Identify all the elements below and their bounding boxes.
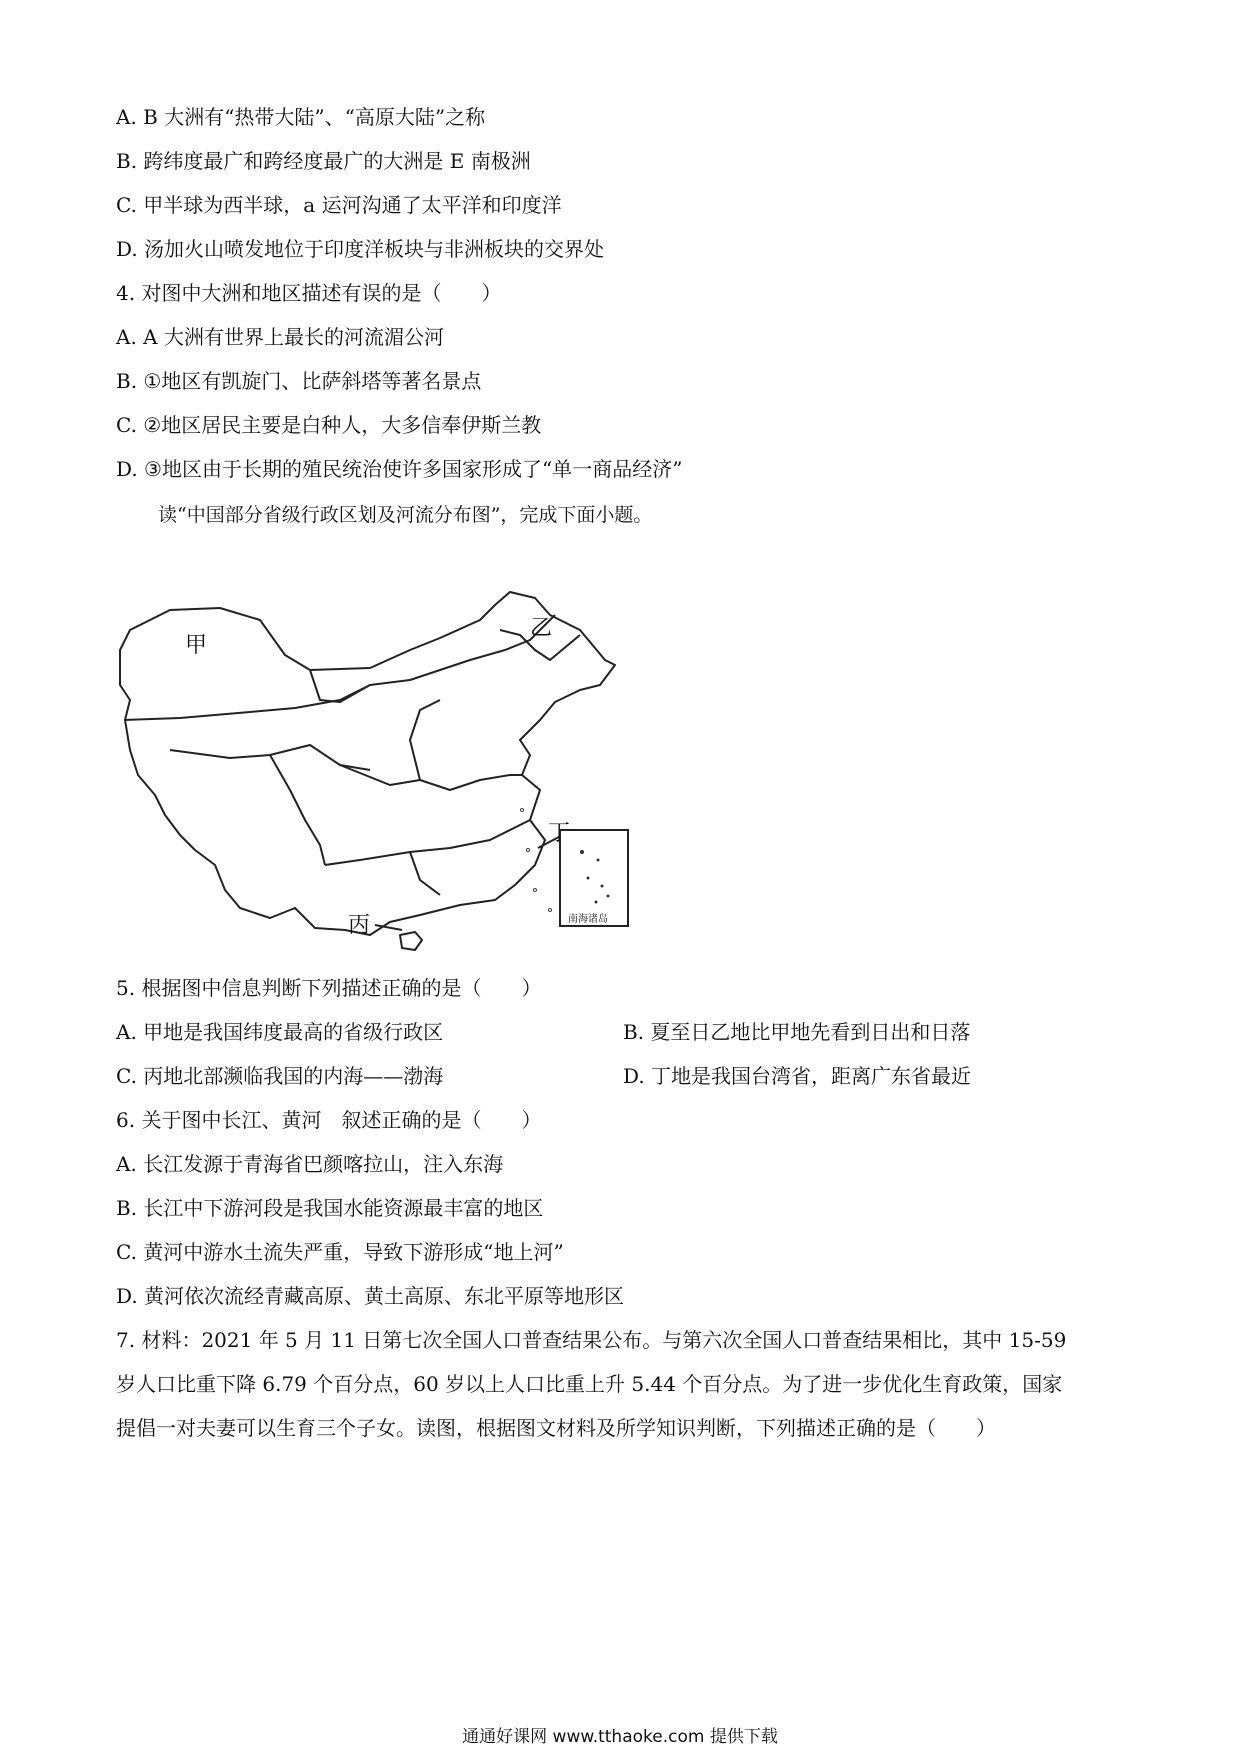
q5-option-c: C. 丙地北部濒临我国的内海——渤海 [116, 1064, 444, 1088]
label-yi: 乙 [530, 616, 553, 641]
q7-line-3: 提倡一对夫妻可以生育三个子女。读图，根据图文材料及所学知识判断，下列描述正确的是（ ） [116, 1416, 996, 1440]
q3-option-a: A. B 大洲有“热带大陆”、“高原大陆”之称 [116, 105, 486, 129]
q5-option-a: A. 甲地是我国纬度最高的省级行政区 [116, 1020, 444, 1044]
province-border-sichuan [270, 755, 325, 865]
label-jia: 甲 [185, 633, 208, 658]
province-border-xinjiang-tibet [170, 745, 370, 770]
q7-line-1: 7. 材料：2021 年 5 月 11 日第七次全国人口普查结果公布。与第六次全国人口普查结果相比，其中 15-59 [116, 1328, 1067, 1352]
q6-option-d: D. 黄河依次流经青藏高原、黄土高原、东北平原等地形区 [116, 1284, 625, 1308]
q7-line-2: 岁人口比重下降 6.79 个百分点，60 岁以上人口比重上升 5.44 个百分点。为了进一步优化生育政策，国家 [116, 1372, 1063, 1396]
q5-option-d: D. 丁地是我国台湾省，距离广东省最近 [623, 1064, 972, 1088]
label-inset: 南海诸岛 [568, 914, 608, 925]
q4-option-d: D. ③地区由于长期的殖民统治使许多国家形成了“单一商品经济” [116, 457, 683, 481]
hainan-island [400, 932, 422, 950]
map-intro: 读“中国部分省级行政区划及河流分布图”，完成下面小题。 [158, 504, 653, 526]
q3-option-d: D. 汤加火山喷发地位于印度洋板块与非洲板块的交界处 [116, 237, 605, 261]
q6-option-a: A. 长江发源于青海省巴颜喀拉山，注入东海 [116, 1152, 504, 1176]
q6-option-c: C. 黄河中游水土流失严重，导致下游形成“地上河” [116, 1240, 564, 1264]
page-footer: 通通好课网 www.tthaoke.com 提供下载 [462, 1727, 778, 1747]
q3-option-b: B. 跨纬度最广和跨经度最广的大洲是 E 南极洲 [116, 149, 531, 173]
south-china-sea-inset [560, 830, 628, 926]
label-bing: 丙 [348, 913, 371, 938]
q4-option-c: C. ②地区居民主要是白种人，大多信奉伊斯兰教 [116, 413, 542, 437]
q5-option-b: B. 夏至日乙地比甲地先看到日出和日落 [623, 1020, 971, 1044]
q4-option-a: A. A 大洲有世界上最长的河流湄公河 [116, 325, 444, 349]
province-border-southeast [410, 852, 440, 895]
q3-option-c: C. 甲半球为西半球，a 运河沟通了太平洋和印度洋 [116, 193, 562, 217]
q6-stem: 6. 关于图中长江、黄河 叙述正确的是（ ） [116, 1108, 542, 1132]
q4-stem: 4. 对图中大洲和地区描述有误的是（ ） [116, 281, 502, 305]
province-border-inner [310, 615, 555, 702]
province-border-north [410, 700, 440, 780]
label-ding: 丁 [548, 821, 571, 846]
q5-stem: 5. 根据图中信息判断下列描述正确的是（ ） [116, 976, 542, 1000]
province-border-west [125, 685, 370, 720]
q4-option-b: B. ①地区有凯旋门、比萨斜塔等著名景点 [116, 369, 482, 393]
q6-option-b: B. 长江中下游河段是我国水能资源最丰富的地区 [116, 1196, 544, 1220]
province-border-south [325, 820, 530, 865]
